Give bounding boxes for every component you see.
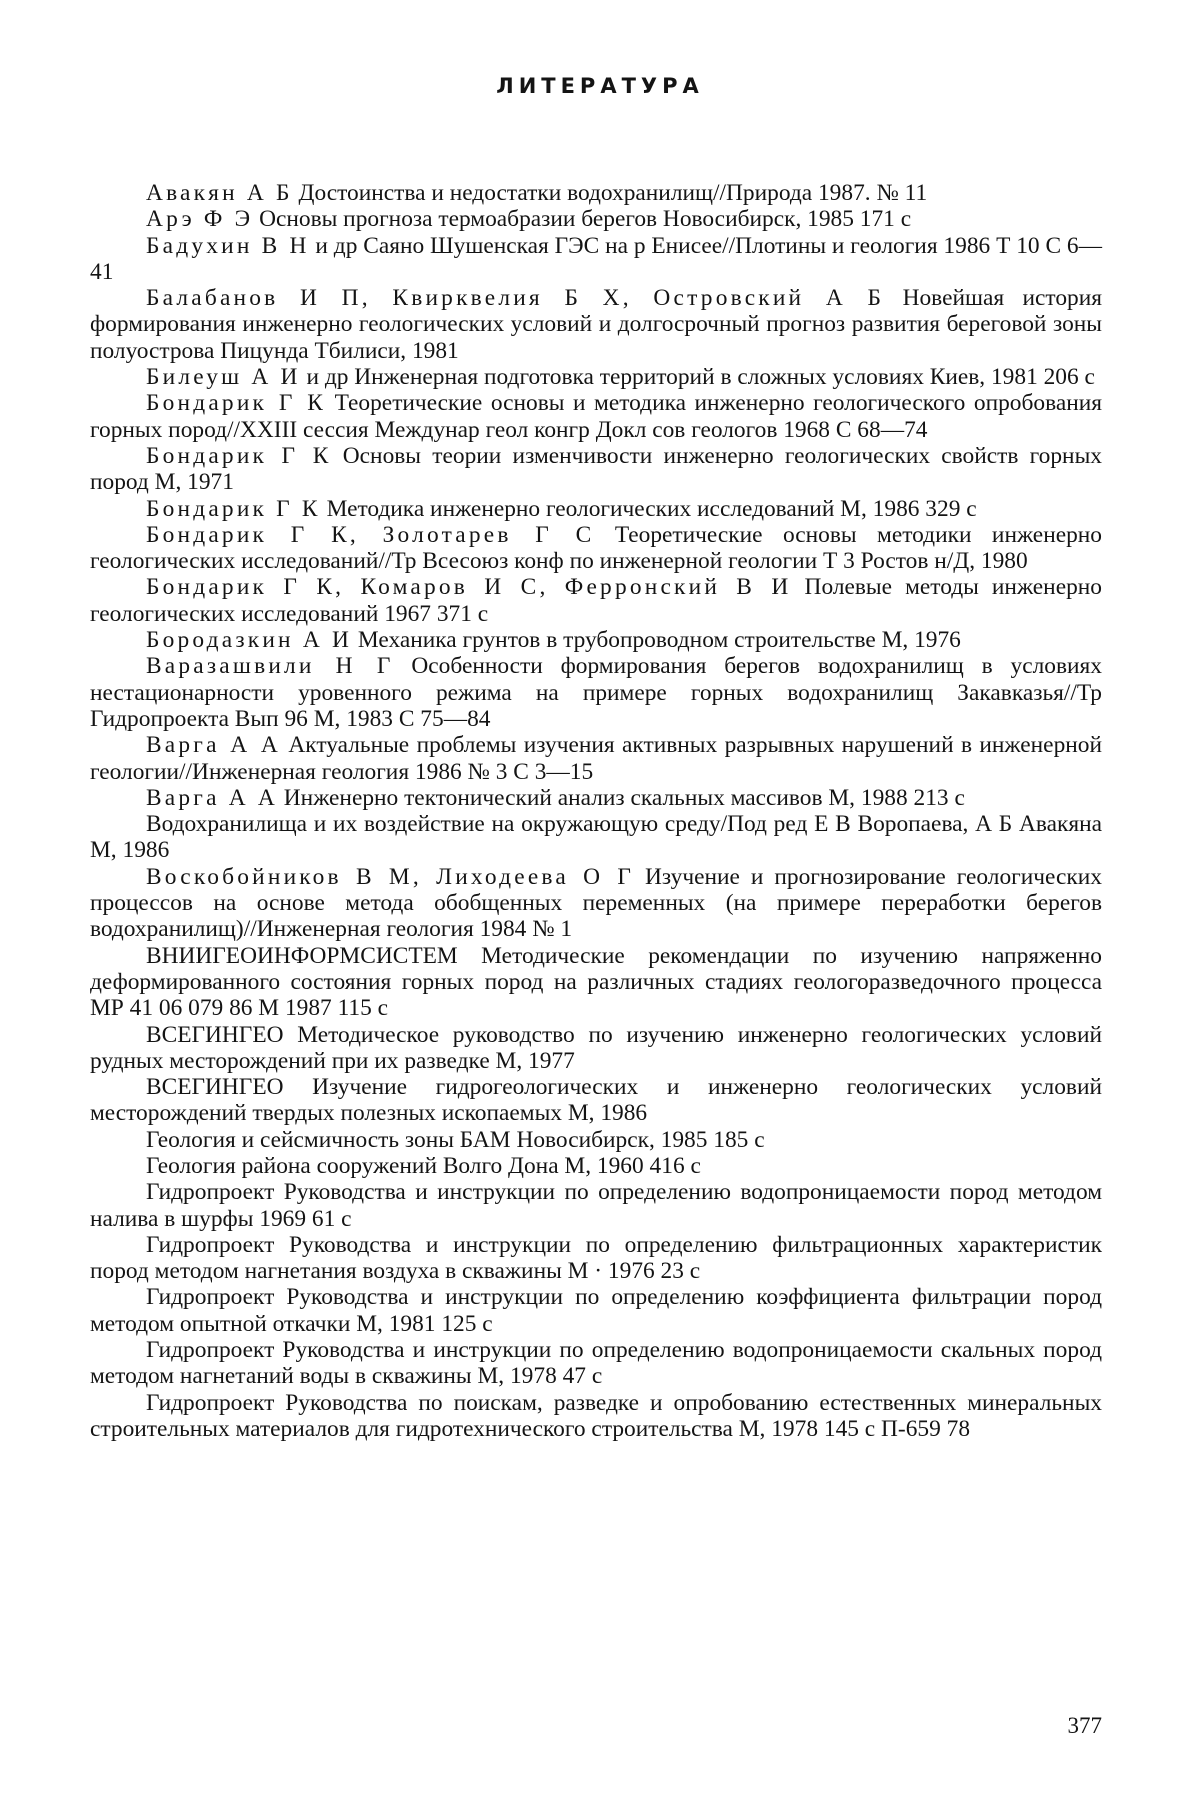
reference-text: Основы теории изменчивости инженерно геологических свойств горных пород М, 1971 bbox=[90, 442, 1102, 496]
reference-entry bbox=[90, 732, 1102, 785]
reference-entry bbox=[90, 496, 1102, 522]
reference-author: Арэ Ф Э bbox=[146, 206, 254, 233]
reference-author: Варазашвили Н Г bbox=[146, 653, 394, 680]
reference-author: Варга А А bbox=[146, 784, 278, 811]
reference-text: Водохранилища и их воздействие на окружающую среду/Под ред Е В Воропаева, А Б Авакяна М, 1986 bbox=[90, 811, 1102, 864]
reference-entry bbox=[90, 233, 1102, 286]
reference-author: Бадухин В Н bbox=[146, 232, 310, 259]
reference-text: Достоинства и недостатки водохранилищ//Природа 1987. № 11 bbox=[292, 180, 928, 206]
reference-author: Бондарик Г К, Комаров И С, Ферронский В И bbox=[146, 574, 792, 601]
reference-entry bbox=[90, 285, 1102, 364]
reference-entry bbox=[90, 1179, 1102, 1232]
reference-entry bbox=[90, 943, 1102, 1022]
reference-entry bbox=[90, 627, 1102, 653]
reference-text: и др Саяно Шушенская ГЭС на р Енисее//Плотины и геология 1986 Т 10 С 6—41 bbox=[90, 232, 1103, 285]
reference-entry bbox=[90, 1232, 1102, 1285]
reference-text: Геология района сооружений Волго Дона М, 1960 416 с bbox=[146, 1152, 701, 1179]
reference-text: и др Инженерная подготовка территорий в сложных условиях Киев, 1981 206 с bbox=[300, 364, 1095, 391]
reference-text: Особенности формирования берегов водохранилищ в условиях нестационарности уровенного режима на примере горных водохранилищ Закавказья//Тр Гидропроекта Вып 96 М, 1983 С 75—84 bbox=[90, 653, 1103, 732]
reference-text: ВНИИГЕОИНФОРМСИСТЕМ Методические рекомендации по изучению напряженно деформированного состояния горных пород на различных стадиях геологоразведочного процесса МР 41 06 079 86 М 1987 115 с bbox=[90, 942, 1102, 1022]
reference-entry bbox=[90, 1284, 1102, 1337]
reference-author: Балабанов И П, Квирквелия Б Х, Островский А Б bbox=[146, 285, 885, 312]
reference-text: Гидропроект Руководства и инструкции по определению водопроницаемости скальных пород методом нагнетаний воды в скважины М, 1978 47 с bbox=[90, 1337, 1102, 1390]
reference-text: Механика грунтов в трубопроводном строительстве М, 1976 bbox=[352, 627, 961, 654]
reference-text: Актуальные проблемы изучения активных разрывных нарушений в инженерной геологии//Инженерная геология 1986 № 3 С 3—15 bbox=[90, 732, 1102, 785]
reference-text: Изучение и прогнозирование геологических процессов на основе метода обобщенных переменных (на примере переработки берегов водохранилищ)//Инженерная геология 1984 № 1 bbox=[90, 863, 1102, 943]
reference-author: Бондарик Г К, Золотарев Г С bbox=[146, 521, 595, 548]
reference-author: Бондарик Г К bbox=[146, 495, 321, 522]
reference-entry bbox=[90, 811, 1102, 864]
reference-text: Гидропроект Руководства и инструкции по определению водопроницаемости пород методом налива в шурфы 1969 61 с bbox=[90, 1179, 1102, 1232]
reference-entry bbox=[90, 390, 1102, 443]
reference-entry bbox=[90, 522, 1102, 575]
reference-author: Авакян А Б bbox=[146, 180, 293, 206]
reference-entry bbox=[90, 443, 1102, 496]
page-title: ЛИТЕРАТУРА bbox=[496, 74, 704, 98]
reference-entry bbox=[90, 206, 1102, 232]
reference-entry bbox=[90, 1022, 1102, 1075]
page-number: 377 bbox=[1067, 1713, 1102, 1738]
reference-text: Геология и сейсмичность зоны БАМ Новосибирск, 1985 185 с bbox=[146, 1126, 765, 1153]
reference-entry bbox=[90, 1390, 1102, 1443]
reference-entry bbox=[90, 1074, 1102, 1127]
reference-text: Гидропроект Руководства по поискам, разведке и опробованию естественных минеральных строительных материалов для гидротехнического строительства М, 1978 145 с П-659 78 bbox=[90, 1389, 1102, 1442]
reference-entry bbox=[90, 180, 1102, 206]
reference-entry bbox=[90, 1337, 1102, 1390]
reference-text: Теоретические основы методики инженерно геологических исследований//Тр Всесоюз конф по инженерной геологии Т 3 Ростов н/Д, 1980 bbox=[90, 521, 1103, 575]
reference-list bbox=[90, 180, 1102, 1442]
reference-entry bbox=[90, 785, 1102, 811]
reference-text: Гидропроект Руководства и инструкции по определению фильтрационных характеристик пород методом нагнетания воздуха в скважины М · 1976 23 с bbox=[90, 1231, 1102, 1285]
reference-author: Воскобойников В М, Лиходеева О Г bbox=[146, 863, 635, 890]
reference-text: Основы прогноза термоабразии берегов Новосибирск, 1985 171 с bbox=[253, 206, 912, 233]
reference-author: Билеуш А И bbox=[146, 364, 301, 391]
reference-text: Методика инженерно геологических исследований М, 1986 329 с bbox=[320, 495, 977, 522]
reference-author: Бондарик Г К bbox=[146, 390, 327, 417]
reference-entry bbox=[90, 574, 1102, 627]
reference-author: Варга А А bbox=[146, 732, 282, 759]
reference-entry bbox=[90, 653, 1102, 732]
reference-entry bbox=[90, 1153, 1102, 1179]
reference-text: Инженерно тектонический анализ скальных массивов М, 1988 213 с bbox=[277, 784, 965, 811]
reference-text: ВСЕГИНГЕО Изучение гидрогеологических и инженерно геологических условий месторождений твердых полезных ископаемых М, 1986 bbox=[90, 1074, 1102, 1127]
reference-text: Новейшая история формирования инженерно геологических условий и долгосрочный прогноз развития береговой зоны полуострова Пицунда Тбилиси, 1981 bbox=[90, 285, 1102, 364]
reference-text: Полевые методы инженерно геологических исследований 1967 371 с bbox=[90, 574, 1102, 627]
reference-text: Гидропроект Руководства и инструкции по определению коэффициента фильтрации пород методом опытной откачки М, 1981 125 с bbox=[90, 1284, 1102, 1337]
reference-entry bbox=[90, 364, 1102, 390]
reference-author: Бондарик Г К bbox=[146, 442, 332, 469]
reference-text: ВСЕГИНГЕО Методическое руководство по изучению инженерно геологических условий рудных месторождений при их разведке М, 1977 bbox=[90, 1021, 1102, 1074]
reference-author: Бородазкин А И bbox=[146, 627, 353, 654]
reference-entry bbox=[90, 864, 1102, 943]
reference-entry bbox=[90, 1127, 1102, 1153]
reference-text: Теоретические основы и методика инженерно геологического опробования горных пород//XXIII сессия Междунар геол конгр Докл сов геологов 1968 С 68—74 bbox=[90, 390, 1102, 443]
